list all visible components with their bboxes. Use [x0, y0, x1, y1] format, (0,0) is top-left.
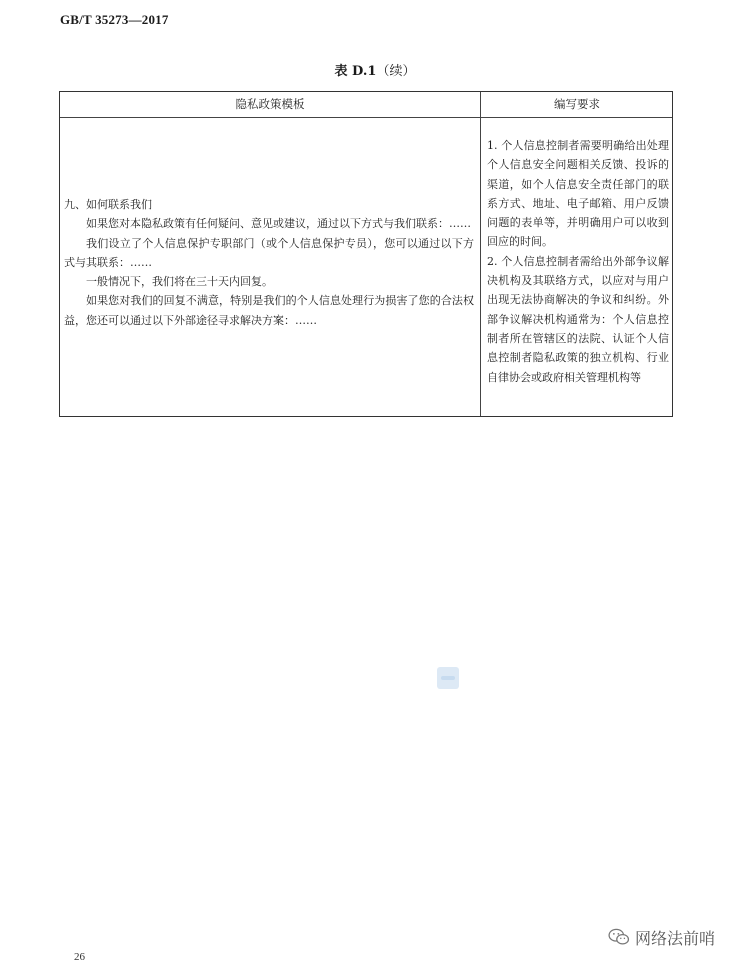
template-paragraph: 一般情况下，我们将在三十天内回复。 — [86, 275, 273, 289]
template-paragraph: 如果您对本隐私政策有任何疑问、意见或建议，通过以下方式与我们联系：…… — [86, 217, 471, 231]
privacy-policy-table — [59, 91, 673, 417]
template-paragraph: 如果您对我们的回复不满意，特别是我们的个人信息处理行为损害了您的合法权益，您还可以通过以下外部途径寻求解决方案：…… — [64, 294, 474, 327]
table-caption-continued: （续） — [376, 64, 416, 79]
table-caption-title: 表 D.1 — [334, 64, 377, 79]
column-header-template: 隐私政策模板 — [235, 97, 305, 111]
requirement-item: 2. 个人信息控制者需给出外部争议解决机构及其联络方式，以应对与用户出现无法协商解决的争议和纠纷。外部争议解决机构通常为：个人信息控制者所在管辖区的法院、认证个人信息控制者隐私政策的独立机构、行业自律协会或政府相关管理机构等 — [487, 254, 669, 384]
table-caption — [0, 60, 750, 79]
standard-code: GB/T 35273—2017 — [60, 12, 169, 27]
wechat-account-name: 网络法前哨 — [635, 928, 716, 948]
template-cell — [60, 195, 478, 330]
column-header-requirements: 编写要求 — [554, 97, 600, 111]
section-heading: 九、如何联系我们 — [64, 198, 152, 211]
page-number: 26 — [74, 951, 85, 963]
wechat-account-badge — [608, 926, 715, 948]
watermark-icon — [437, 667, 459, 689]
requirements-cell — [481, 136, 673, 387]
template-paragraph: 我们设立了个人信息保护专职部门（或个人信息保护专员），您可以通过以下方式与其联系：…… — [64, 236, 474, 269]
requirement-item: 1. 个人信息控制者需要明确给出处理个人信息安全问题相关反馈、投诉的渠道，如个人信息安全责任部门的联系方式、地址、电子邮箱、用户反馈问题的表单等，并明确用户可以收到回应的时间。 — [487, 139, 669, 249]
wechat-icon — [608, 928, 630, 946]
